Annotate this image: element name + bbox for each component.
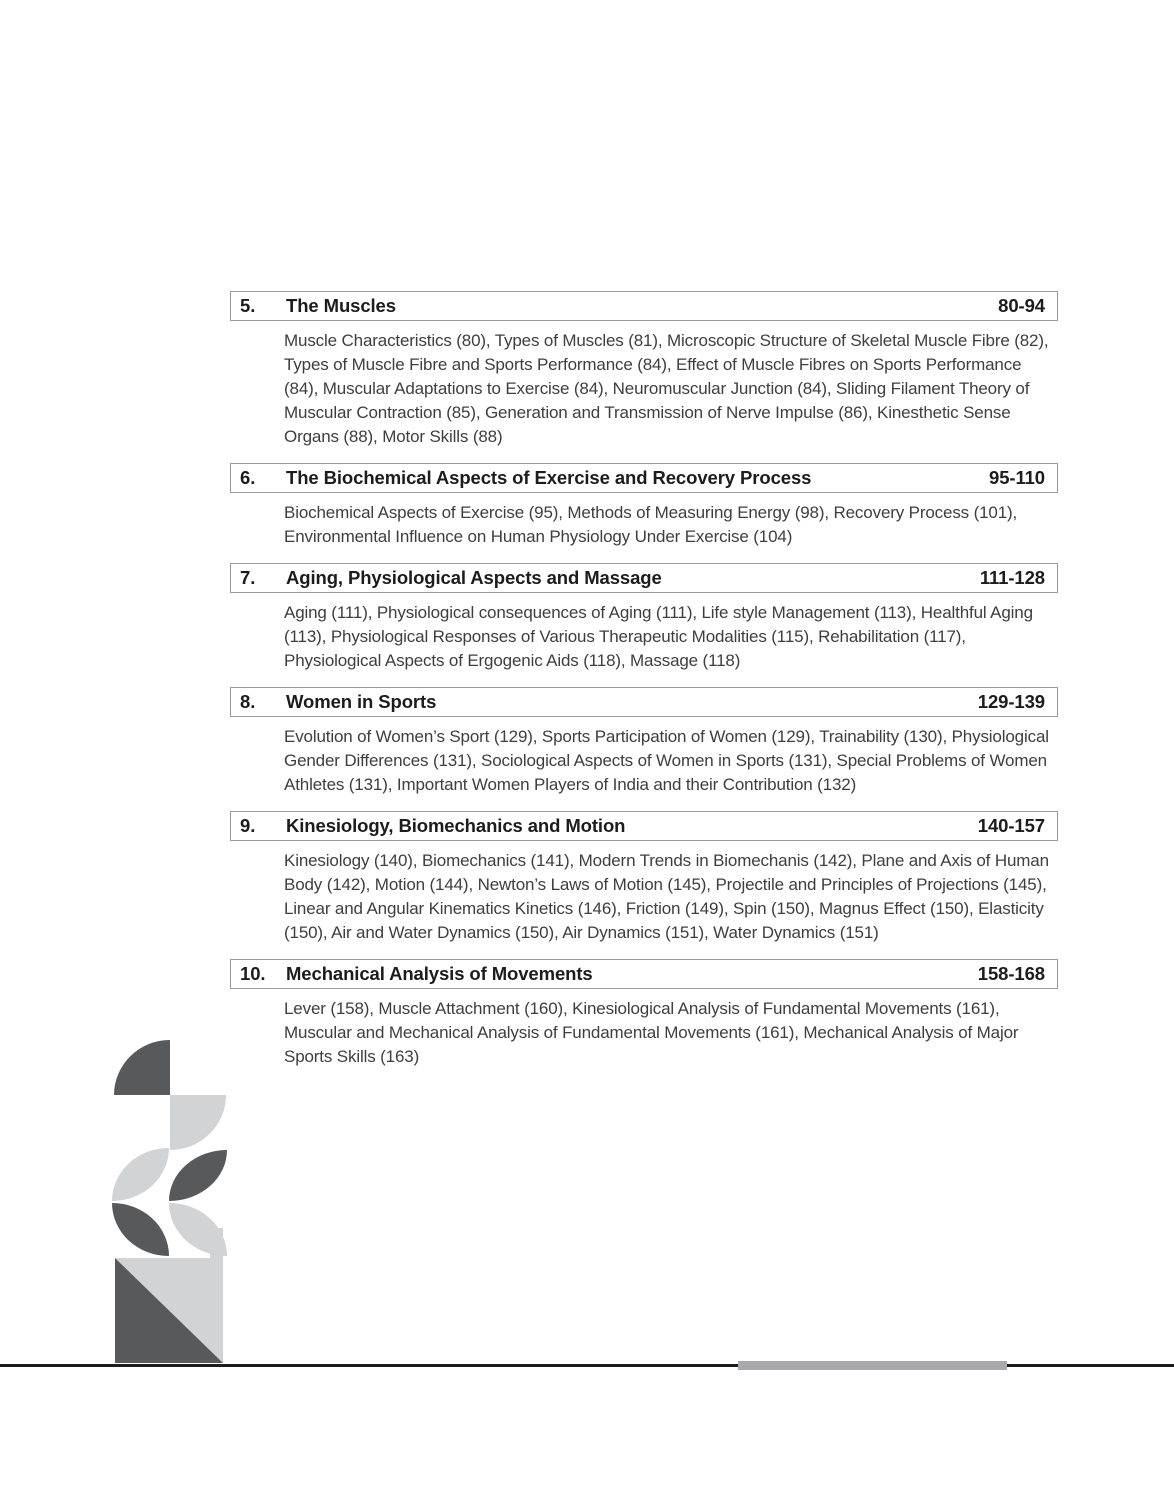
chapter-title: Mechanical Analysis of Movements [286,963,593,984]
chapter-page-range: 111-128 [979,567,1045,588]
chapter-header [230,563,1058,593]
logo-quarter-circle-light-icon [170,1095,226,1150]
chapter-number: 7. [240,567,256,588]
logo-leaf-dark-icon [169,1150,227,1201]
toc-entry [230,563,1058,673]
chapter-number: 5. [240,295,256,316]
chapter-title: Women in Sports [286,691,437,712]
toc-list [230,291,1058,1083]
chapter-page-range: 80-94 [998,295,1045,316]
chapter-topics: Muscle Characteristics (80), Types of Muscles (81), Microscopic Structure of Skeletal Muscle Fibre (82), Types of Muscle Fibre and Sports Performance (84), Effect of Muscle Fibres on Sports Performance (84), Muscular Adaptations to Exercise (84), Neuromuscular Junction (84), Sliding Filament Theory of Muscular Contraction (85), Generation and Transmission of Nerve Impulse (86), Kinesthetic Sense Organs (88), Motor Skills (88) [284,331,1049,446]
chapter-header [230,959,1058,989]
chapter-number: 6. [240,467,256,488]
toc-entry [230,959,1058,1069]
chapter-topics: Aging (111), Physiological consequences of Aging (111), Life style Management (113), Healthful Aging (113), Physiological Responses of Various Therapeutic Modalities (115), Rehabilitation (117), Physiological Aspects of Ergogenic Aids (118), Massage (118) [284,603,1033,670]
toc-entry [230,463,1058,549]
chapter-page-range: 129-139 [977,691,1045,712]
toc-entry [230,687,1058,797]
toc-entry [230,291,1058,449]
chapter-page-range: 158-168 [977,963,1045,984]
footer-gray-bar [738,1361,1007,1370]
publisher-logo-icon [112,1040,224,1365]
chapter-topics: Lever (158), Muscle Attachment (160), Kinesiological Analysis of Fundamental Movements (161), Muscular and Mechanical Analysis of Fundamental Movements (161), Mechanical Analysis of Major Sports Skills (163) [284,999,1019,1066]
toc-entry [230,811,1058,945]
chapter-title: The Muscles [286,295,396,316]
logo-strip-icon [210,1228,223,1260]
chapter-page-range: 95-110 [989,467,1045,488]
chapter-topics: Evolution of Women’s Sport (129), Sports Participation of Women (129), Trainability (130), Physiological Gender Differences (131), Sociological Aspects of Women in Sports (131), Special Problems of Women Athletes (131), Important Women Players of India and their Contribution (132) [284,727,1049,794]
logo-leaf-dark-icon [112,1203,169,1256]
chapter-header [230,291,1058,321]
chapter-header [230,811,1058,841]
chapter-page-range: 140-157 [977,815,1045,836]
chapter-title: Aging, Physiological Aspects and Massage [286,567,662,588]
logo-quarter-circle-dark-icon [114,1040,170,1095]
chapter-title: Kinesiology, Biomechanics and Motion [286,815,626,836]
chapter-topics: Biochemical Aspects of Exercise (95), Methods of Measuring Energy (98), Recovery Process (101), Environmental Influence on Human Physiology Under Exercise (104) [284,503,1018,546]
chapter-header [230,687,1058,717]
chapter-title: The Biochemical Aspects of Exercise and Recovery Process [286,467,812,488]
chapter-topics: Kinesiology (140), Biomechanics (141), Modern Trends in Biomechanis (142), Plane and Axis of Human Body (142), Motion (144), Newton’s Laws of Motion (145), Projectile and Principles of Projections (145), Linear and Angular Kinematics Kinetics (146), Friction (149), Spin (150), Magnus Effect (150), Elasticity (150), Air and Water Dynamics (150), Air Dynamics (151), Water Dynamics (151) [284,851,1049,942]
chapter-header [230,463,1058,493]
chapter-number: 9. [240,815,256,836]
logo-leaf-light-icon [112,1148,169,1201]
chapter-number: 10. [240,963,266,984]
chapter-number: 8. [240,691,256,712]
